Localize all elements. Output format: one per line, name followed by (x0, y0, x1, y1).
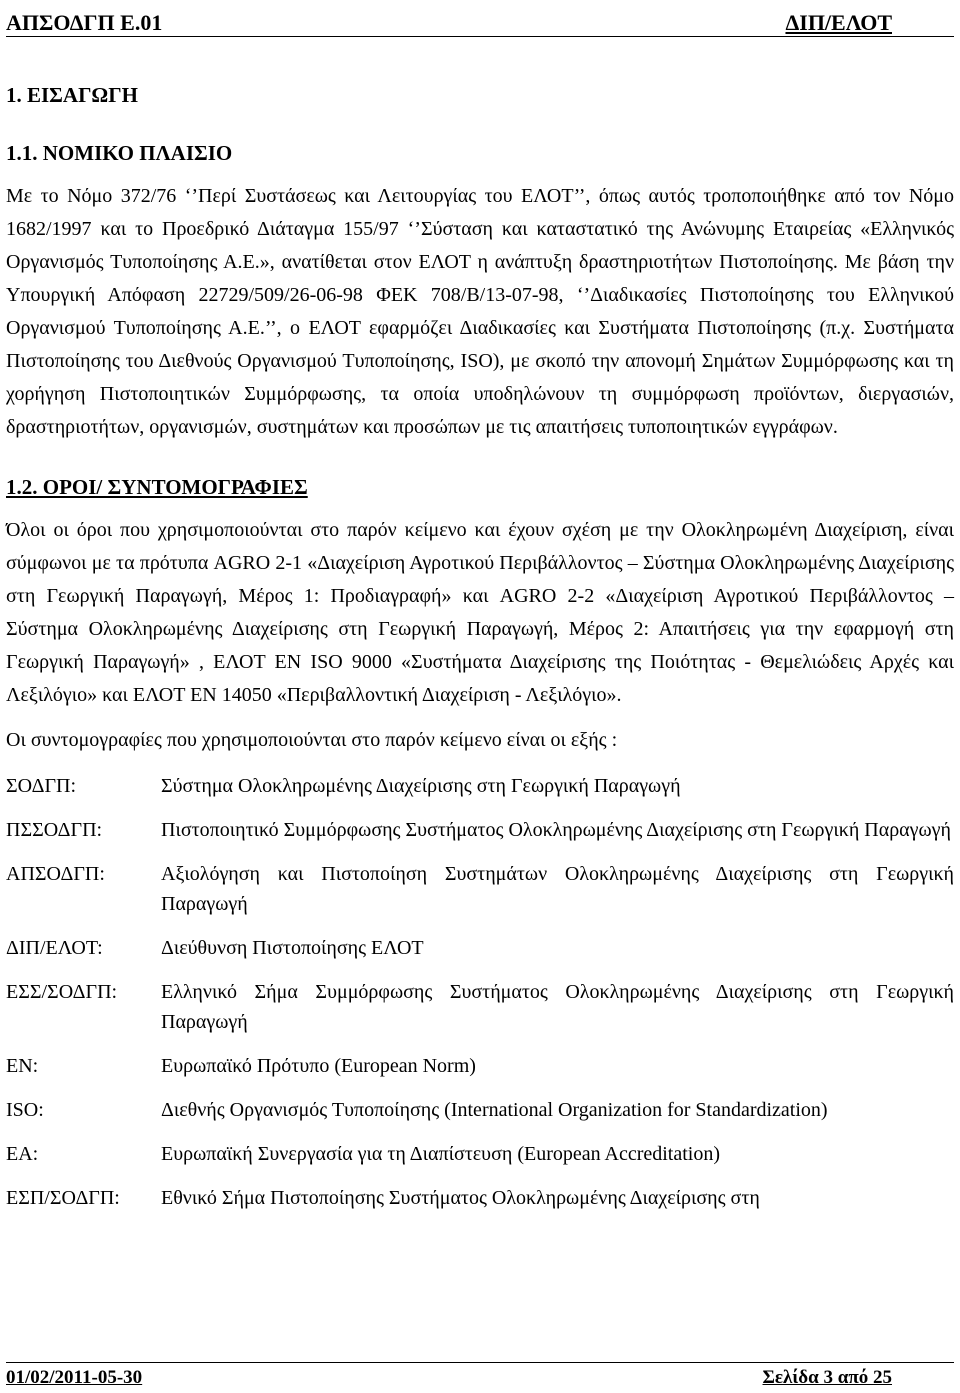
abbreviation-definition: Διεθνής Οργανισμός Τυποποίησης (International Organization for Standardization) (161, 1099, 828, 1121)
abbreviation-row (6, 859, 954, 919)
abbreviation-row (6, 815, 954, 845)
section-1-title: 1. ΕΙΣΑΓΩΓΗ (6, 83, 138, 107)
abbreviation-term: ΕΣΣ/ΣΟΔΓΠ: (6, 981, 118, 1003)
abbreviations-intro: Οι συντομογραφίες που χρησιμοποιούνται στο παρόν κείμενο είναι οι εξής : (6, 729, 618, 751)
abbreviation-row (6, 1051, 954, 1081)
abbreviation-term: ΣΟΔΓΠ: (6, 775, 77, 797)
section-1-2-title: 1.2. ΟΡΟΙ/ ΣΥΝΤΟΜΟΓΡΑΦΙΕΣ (6, 475, 308, 499)
header-department: ΔΙΠ/ΕΛΟΤ (785, 10, 892, 35)
abbreviation-definition: Αξιολόγηση και Πιστοποίηση Συστημάτων Ολοκληρωμένης Διαχείρισης στη Γεωργική Παραγωγή (161, 863, 954, 915)
abbreviation-row (6, 771, 954, 801)
abbreviation-definition: Πιστοποιητικό Συμμόρφωσης Συστήματος Ολοκληρωμένης Διαχείρισης στη Γεωργική Παραγωγή (161, 819, 951, 841)
abbreviation-definition: Ελληνικό Σήμα Συμμόρφωσης Συστήματος Ολοκληρωμένης Διαχείρισης στη Γεωργική Παραγωγή (161, 981, 954, 1033)
document-body (6, 80, 954, 1227)
abbreviation-row (6, 1139, 954, 1169)
abbreviation-definition: Σύστημα Ολοκληρωμένης Διαχείρισης στη Γεωργική Παραγωγή (161, 775, 681, 797)
abbreviation-row (6, 977, 954, 1037)
abbreviation-definition: Εθνικό Σήμα Πιστοποίησης Συστήματος Ολοκληρωμένης Διαχείρισης στη (161, 1187, 760, 1209)
abbreviation-term: ΔΙΠ/ΕΛΟΤ: (6, 937, 103, 959)
footer-date: 01/02/2011-05-30 (6, 1367, 143, 1388)
section-1-1-title: 1.1. ΝΟΜΙΚΟ ΠΛΑΙΣΙΟ (6, 141, 233, 165)
page-footer (6, 1362, 954, 1389)
abbreviation-term: ISO: (6, 1099, 44, 1121)
abbreviation-definition: Διεύθυνση Πιστοποίησης ΕΛΟΤ (161, 937, 424, 959)
abbreviation-row (6, 933, 954, 963)
abbreviation-term: ΠΣΣΟΔΓΠ: (6, 819, 103, 841)
abbreviation-term: ΕΝ: (6, 1055, 39, 1077)
abbreviation-term: ΕΑ: (6, 1143, 39, 1165)
header-document-code: ΑΠΣΟΔΓΠ Ε.01 (6, 10, 163, 35)
abbreviation-definition: Ευρωπαϊκό Πρότυπο (European Norm) (161, 1055, 476, 1077)
abbreviation-row (6, 1095, 954, 1125)
abbreviation-definition: Ευρωπαϊκή Συνεργασία για τη Διαπίστευση (European Accreditation) (161, 1143, 721, 1165)
abbreviations-list (6, 771, 954, 1213)
abbreviation-term: ΕΣΠ/ΣΟΔΓΠ: (6, 1187, 120, 1209)
page-header (6, 4, 954, 37)
footer-page-number: Σελίδα 3 από 25 (762, 1367, 892, 1388)
terms-paragraph: Όλοι οι όροι που χρησιμοποιούνται στο παρόν κείμενο και έχουν σχέση με την Ολοκληρωμένη Διαχείριση, είναι σύμφωνοι με τα πρότυπα AGRO 2-1 «Διαχείριση Αγροτικού Περιβάλλοντος – Σύστημα Ολοκληρωμένης Διαχείρισης στη Γεωργική Παραγωγή, Μέρος 1: Προδιαγραφή» και AGRO 2-2 «Διαχείριση Αγροτικού Περιβάλλοντος – Σύστημα Ολοκληρωμένης Διαχείρισης στη Γεωργική Παραγωγή, Μέρος 2: Απαιτήσεις για την εφαρμογή στη Γεωργική Παραγωγή» , ΕΛΟΤ ΕΝ ISO 9000 «Συστήματα Διαχείρισης της Ποιότητας - Θεμελιώδεις Αρχές και Λεξιλόγιο» και ΕΛΟΤ ΕΝ 14050 «Περιβαλλοντική Διαχείριση - Λεξιλόγιο». (6, 519, 954, 706)
abbreviation-term: ΑΠΣΟΔΓΠ: (6, 863, 105, 885)
legal-framework-paragraph: Με το Νόμο 372/76 ‘’Περί Συστάσεως και Λειτουργίας του ΕΛΟΤ’’, όπως αυτός τροποποιήθηκε από τον Νόμο 1682/1997 και το Προεδρικό Διάταγμα 155/97 ‘’Σύσταση και καταστατικό της Ανώνυμης Εταιρείας «Ελληνικός Οργανισμός Τυποποίησης Α.Ε.», ανατίθεται στον ΕΛΟΤ η ανάπτυξη δραστηριοτήτων Πιστοποίησης. Με βάση την Υπουργική Απόφαση 22729/509/26-06-98 ΦΕΚ 708/Β/13-07-98, ‘’Διαδικασίες Πιστοποίησης του Ελληνικού Οργανισμού Τυποποίησης Α.Ε.’’, ο ΕΛΟΤ εφαρμόζει Διαδικασίες και Συστήματα Πιστοποίησης (π.χ. Συστήματα Πιστοποίησης του Διεθνούς Οργανισμού Τυποποίησης, ISO), με σκοπό την απονομή Σημάτων Συμμόρφωσης και τη χορήγηση Πιστοποιητικών Συμμόρφωσης, τα οποία υποδηλώνουν τη συμμόρφωση προϊόντων, διεργασιών, δραστηριοτήτων, οργανισμών, συστημάτων και προσώπων με τις απαιτήσεις τυποποιητικών εγγράφων. (6, 185, 954, 438)
abbreviation-row (6, 1183, 954, 1213)
